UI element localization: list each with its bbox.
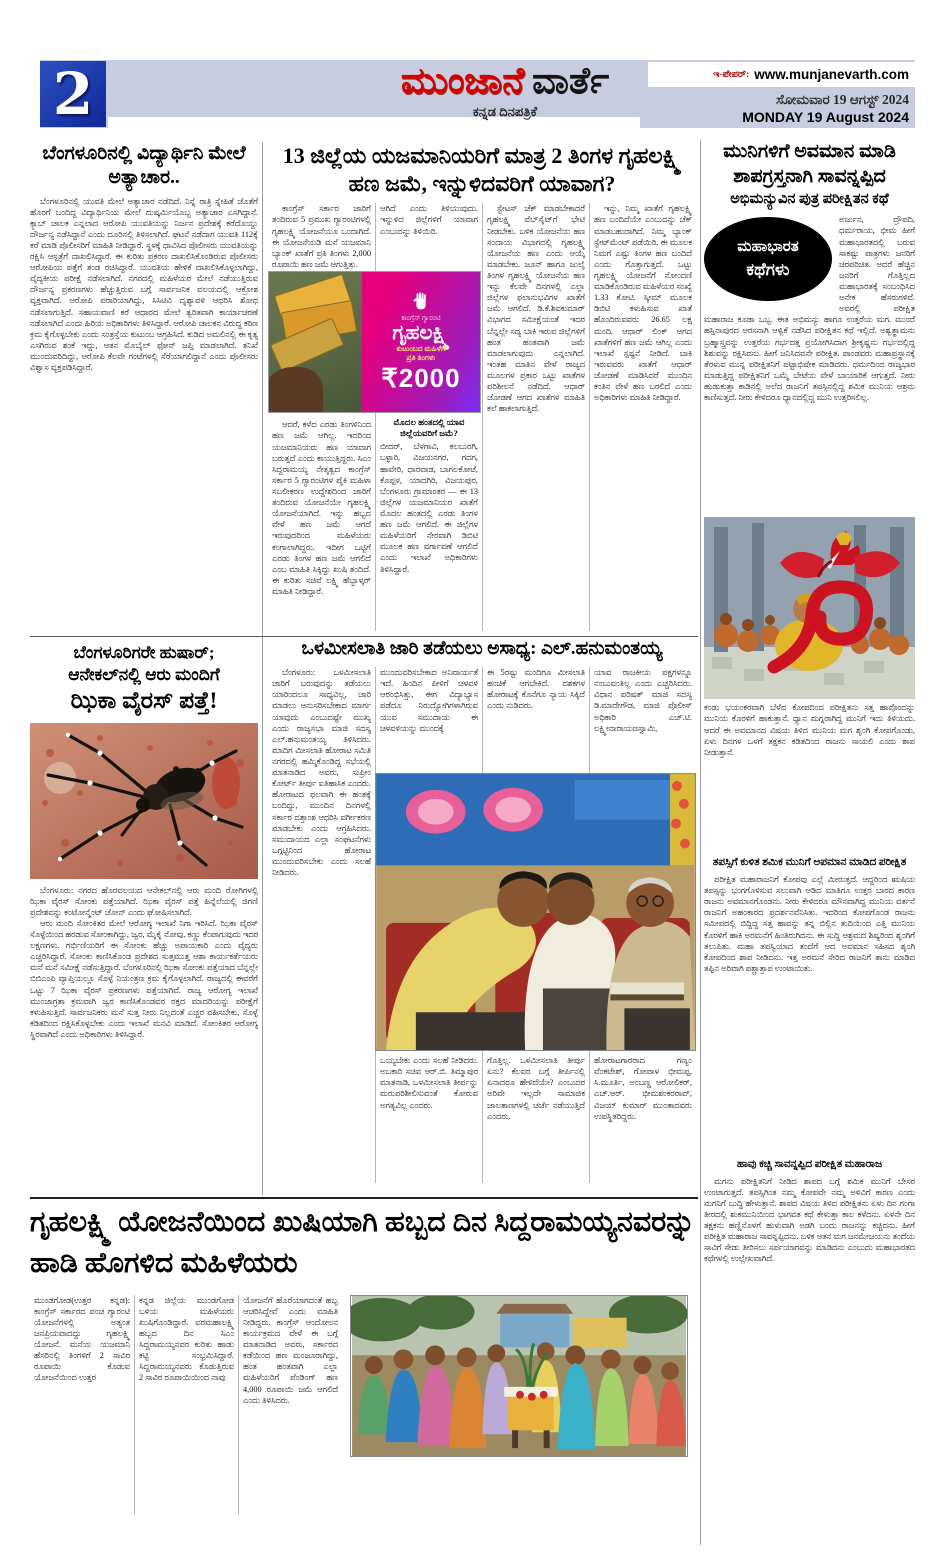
rv-col-1 [268, 667, 375, 1183]
zika-headline-line1[interactable]: ಬೆಂಗಳೂರಿಗರೇ ಹುಷಾರ್; [73, 643, 215, 662]
section-rule-2 [30, 1197, 698, 1199]
card-amount: ₹2000 [381, 362, 461, 393]
parikshita-subhead1: ತಪಸ್ಸಿಗೆ ಕುಳಿತ ಶಮಿಕ ಮುನಿಗೆ ಅಪಮಾನ ಮಾಡಿದ ಪರೀಕ್ಷಿತ [712, 857, 907, 869]
parikshita-intro: ಅರ್ಜುನ, ದ್ರೌಪದಿ, ಧರ್ಮರಾಯ, ಭೀಮ ಹೀಗೆ ಮಹಾಭಾರತದಲ್ಲಿ ಬರುವ ಸಾಕಷ್ಟು ಪಾತ್ರಗಳು ಜನರಿಗೆ ಚಿರಪರಿಚಿತ. ಆದರೆ ಹೆಚ್ಚಿನ ಜನರಿಗೆ ಗೊತ್ತಿಲ್ಲದ ಮಹಾಭಾರತಕ್ಕೆ ಸಂಬಂಧಿಸಿದ ಅನೇಕ ಹೆಸರುಗಳಿವೆ. ಅವರಲ್ಲಿ ಪರೀಕ್ಷಿತ ಮಹಾರಾಜ ಕೂಡಾ ಒಬ್ಬ. ಈತ ಅಭಿಮನ್ಯು ಹಾಗೂ [704, 215, 915, 325]
rv-col1-body: ಬೆಂಗಳೂರು: ಒಳಮೀಸಲಾತಿ ಜಾರಿಗೆ ಬರುವುದನ್ನು ತಡೆಯಲು ಯಾರಿಂದಲೂ ಸಾಧ್ಯವಿಲ್ಲ, ಜಾರಿ ಮಾಡಲು ಅನುಸರಿಸಬೇಕಾದ ಮಾರ್ಗ ಯಾವುದು ಎಂಬುದಷ್ಟೇ ಮುಖ್ಯ ಎಂದು ರಾಜ್ಯಸಭಾ ಮಾಜಿ ಸದಸ್ಯ ಎಲ್.ಹನುಮಂತಯ್ಯ ತಿಳಿಸಿದರು. ಮಾದಿಗ ಮೀಸಲಾತಿ ಹೋರಾಟ ಸಮಿತಿ ನಗರದಲ್ಲಿ ಹಮ್ಮಿಕೊಂಡಿದ್ದ ಸಭೆಯಲ್ಲಿ ಮಾತನಾಡಿದ ಅವರು, ಸುಪ್ರೀಂ ಕೋರ್ಟ್ ತೀರ್ಪು ಐತಿಹಾಸಿಕ ಎಂದರು. ಹೋರಾಟದ ಫಲವಾಗಿ ಈ ಹಂತಕ್ಕೆ ಬಂದಿದ್ದು, ಮುಂದಿನ ದಿನಗಳಲ್ಲಿ ಸರ್ಕಾರ ದತ್ತಾಂಶ ಆಧರಿಸಿ ವರ್ಗೀಕರಣ ಮಾಡಬೇಕು ಎಂದು ಆಗ್ರಹಿಸಿದರು. ಸಮುದಾಯದ ಎಲ್ಲಾ ಸಂಘಟನೆಗಳು ಒಗ್ಗಟ್ಟಿನಿಂದ ಹೋರಾಟ ಮುಂದುವರಿಸಬೇಕು ಎಂದು ಸಲಹೆ ನೀಡಿದರು. [272, 668, 371, 878]
page-number: 2 [40, 61, 106, 127]
date-block [648, 92, 909, 125]
date-kannada: ಸೋಮವಾರ 19 ಆಗಸ್ಟ್ 2024 [776, 92, 909, 107]
badge-line2: ಕಥೆಗಳು [746, 260, 790, 280]
fest-col-3: ಯೋಜನೆಗೆ ಹೊರೆಯಾಗದಂತೆ ಹಬ್ಬ ಆಚರಿಸಿದ್ದೇವೆ ಎಂದು ಮಾಹಿತಿ ನೀಡಿದ್ದರು. ಕಾಂಗ್ರೆಸ್ ಆಂದೋಲನ ಕಾರ್ಯಕ್ರಮದ ವೇಳೆ ಈ ಬಗ್ಗೆ ಮಾತನಾಡಿದ ಅವರು, ಸರ್ಕಾರದ ಕಡೆಯಿಂದ ಹಣ ಮಂಜೂರಾಗಿದ್ದು, ಹಂತ ಹಂತವಾಗಿ ಎಲ್ಲಾ ಮಹಿಳೆಯರಿಗೆ ಪೆಂಡಿಂಗ್ ಹಣ 4,000 ರೂಪಾಯಿ ಜಮೆ ಆಗಲಿದೆ ಎಂದು ತಿಳಿಸಿದರು. [238, 1295, 342, 1515]
assault-body: ಬೆಂಗಳೂರಿನಲ್ಲಿ ಯುವತಿ ಮೇಲೆ ಅತ್ಯಾಚಾರ ನಡೆದಿದೆ. ನಿನ್ನೆ ರಾತ್ರಿ ಸ್ನೇಹಿತೆ ಜೊತೆಗೆ ಹೊರಗೆ ಬಂದಿದ್ದ ವಿದ್ಯಾರ್ಥಿನಿಯ ಮೇಲೆ ದುಷ್ಕರ್ಮಿಯೊಬ್ಬ ಅತ್ಯಾಚಾರ ಎಸಗಿದ್ದಾನೆ. ಕ್ಯಾಬ್ ಚಾಲಕ ಎನ್ನಲಾದ ಆರೋಪಿ ಯುವತಿಯನ್ನು ನಿರ್ಜನ ಪ್ರದೇಶಕ್ಕೆ ಕರೆದೊಯ್ದು ದೌರ್ಜನ್ಯ ನಡೆಸಿದ್ದಾನೆ ಎಂದು ದೂರಿನಲ್ಲಿ ತಿಳಿಸಲಾಗಿದೆ. ಘಟನೆ ನಡೆದಾಗ ಯುವತಿ 112ಕ್ಕೆ ಕರೆ ಮಾಡಿ ಪೊಲೀಸರಿಗೆ ಮಾಹಿತಿ ನೀಡಿದ್ದಾರೆ. ಸ್ಥಳಕ್ಕೆ ಧಾವಿಸಿದ ಪೊಲೀಸರು ಯುವತಿಯನ್ನು ರಕ್ಷಿಸಿ ಆಸ್ಪತ್ರೆಗೆ ದಾಖಲಿಸಿದ್ದಾರೆ. ಈ ಕುರಿತು ಪ್ರಕರಣ ದಾಖಲಿಸಿಕೊಂಡಿರುವ ಪೊಲೀಸರು ಆರೋಪಿಯ ಪತ್ತೆಗೆ ತಂಡ ರಚಿಸಿದ್ದಾರೆ. ಯುವತಿಯ ಹೇಳಿಕೆ ದಾಖಲಿಸಿಕೊಳ್ಳಲಾಗಿದ್ದು, ವೈದ್ಯಕೀಯ ಪರೀಕ್ಷೆ ನಡೆಸಲಾಗಿದೆ. ನಗರದಲ್ಲಿ ಮಹಿಳೆಯರ ಮೇಲೆ ನಡೆಯುತ್ತಿರುವ ದೌರ್ಜನ್ಯ ಪ್ರಕರಣಗಳು ಹೆಚ್ಚುತ್ತಿರುವ ಬಗ್ಗೆ ಸಾರ್ವಜನಿಕ ವಲಯದಲ್ಲಿ ಆಕ್ರೋಶ ವ್ಯಕ್ತವಾಗಿದೆ. ಆರೋಪಿ ಪರಾರಿಯಾಗಿದ್ದು, ಸಿಸಿಟಿವಿ ದೃಶ್ಯಾವಳಿ ಆಧರಿಸಿ ಶೋಧ ನಡೆಸಲಾಗುತ್ತಿದೆ. ಸಹಾಯವಾಣಿ ಕರೆ ಆಧಾರದ ಮೇಲೆ ತ್ವರಿತವಾಗಿ ಕಾರ್ಯಾಚರಣೆ ನಡೆಸಲಾಗಿದೆ ಎಂದು ಹಿರಿಯ ಅಧಿಕಾರಿಗಳು ತಿಳಿಸಿದ್ದಾರೆ. ಆರೋಪಿ ಚಾಲಕನ ವಿರುದ್ಧ ಕಠಿಣ ಕ್ರಮ ಕೈಗೊಳ್ಳಬೇಕು ಎಂದು ಸಂತ್ರಸ್ತೆಯ ಕುಟುಂಬ ಆಗ್ರಹಿಸಿದೆ. ಕುಡಿದ ಅಮಲಿನಲ್ಲಿ ಈ ಕೃತ್ಯ ಎಸಗಿರುವ ಶಂಕೆ ಇದ್ದು, ಆತನ ಮೊಬೈಲ್ ಫೋನ್ ಜಪ್ತಿ ಮಾಡಲಾಗಿದೆ. ತನಿಖೆ ಮುಂದುವರಿದಿದ್ದು, ಆರೋಪಿ ಕೆಲವೇ ಗಂಟೆಗಳಲ್ಲಿ ಸೆರೆಯಾಗಲಿದ್ದಾನೆ ಎಂದು ಪೊಲೀಸರು ವಿಶ್ವಾಸ ವ್ಯಕ್ತಪಡಿಸಿದ್ದಾರೆ. [30, 196, 258, 373]
parikshita-body4: ಮಗನು ಪರೀಕ್ಷಿತನಿಗೆ ನೀಡಿದ ಶಾಪದ ಬಗ್ಗೆ ಶಮಿಕ ಮುನಿಗೆ ಬೇಸರ ಉಂಟಾಗುತ್ತದೆ. ತಪಸ್ಸಿಗಿಂತ ನಮ್ಮ ಕೋಪವೇ ನಮ್ಮ ಅಳಿವಿಗೆ ಕಾರಣ ಎಂದು ಮಗನಿಗೆ ಬುದ್ಧಿ ಹೇಳುತ್ತಾನೆ. ಶಾಪದ ವಿಷಯ ತಿಳಿದ ಪರೀಕ್ಷಿತನು ಏಳು ದಿನ ಗಂಗಾ ತೀರದಲ್ಲಿ ಶುಕಮುನಿಯಿಂದ ಭಾಗವತ ಕಥೆ ಕೇಳುತ್ತಾ ಕಾಲ ಕಳೆದನು. ಏಳನೇ ದಿನ ತಕ್ಷಕನು ಹಣ್ಣಿನೊಳಗೆ ಹುಳುವಾಗಿ ಅಡಗಿ ಬಂದು ರಾಜನನ್ನು ಕಚ್ಚಿದನು. ಹೀಗೆ ಪರೀಕ್ಷಿತ ಮಹಾರಾಜ ಸಾವನ್ನಪ್ಪಿದನು. ಬಳಿಕ ಆತನ ಮಗ ಜನಮೇಜಯನು ತಂದೆಯ ಸಾವಿಗೆ ಸೇಡು ತೀರಿಸಲು ಸರ್ಪಯಾಗವನ್ನು ಮಾಡಿದನು ಎಂಬುದು ಮಹಾಭಾರತದ ಕಥೆಗಳಲ್ಲಿ ಉಲ್ಲೇಖವಾಗಿದೆ. [704, 1176, 915, 1264]
rv-col3-top: ಈ 5ರಷ್ಟು ಮಂದಿಗೂ ಮೀಸಲಾತಿ ಹಂಚಿಕೆ ಆಗಬೇಕಿದೆ. ದಶಕಗಳ ಹೋರಾಟಕ್ಕೆ ಕೊನೆಗೂ ನ್ಯಾಯ ಸಿಕ್ಕಿದೆ ಎಂದು ನುಡಿದರು. [487, 668, 585, 711]
parikshita-subtitle: ಅಭಿಮನ್ಯುವಿನ ಪುತ್ರ ಪರೀಕ್ಷಿತನ ಕಥೆ [730, 191, 889, 208]
badge-line1: ಮಹಾಭಾರತ [737, 238, 799, 255]
women-celebration-photo [350, 1295, 688, 1457]
website-link[interactable]: www.munjanevarth.com [754, 67, 909, 82]
card-brand: ಕಾಂಗ್ರೆಸ್ ಗ್ಯಾರಂಟಿ [401, 313, 441, 322]
zika-body [30, 885, 258, 1185]
gl-col2-top: ಆಗಿದೆ ಎಂದು ತಿಳಿಯುವುದು. ಇನ್ನುಳಿದ ಜಿಲ್ಲೆಗಳಿಗೆ ಯಾವಾಗ ಎಂಬುದನ್ನು ತಿಳಿಯಿರಿ. [380, 204, 478, 236]
gruhalakshmi-graphic [268, 271, 481, 413]
festival-content-row [30, 1295, 696, 1515]
card-beneficiary: ಕುಟುಂಬದ ಮಹಿಳೆಗೆ [396, 343, 446, 353]
gl-col1-top: ಕಾಂಗ್ರೆಸ್ ಸರ್ಕಾರ ಜಾರಿಗೆ ತಂದಿರುವ 5 ಪ್ರಮುಖ ಗ್ಯಾರಂಟಿಗಳಲ್ಲಿ ಗೃಹಲಕ್ಷ್ಮಿ ಯೋಜನೆಯೂ ಒಂದಾಗಿದೆ. ಈ ಯೋಜನೆಯಡಿ ಮನೆ ಯಜಮಾನಿ ಬ್ಯಾಂಕ್ ಖಾತೆಗೆ ಪ್ರತಿ ತಿಂಗಳು 2,000 ರೂಪಾಯಿ ಹಣ ಜಮೆ ಆಗುತ್ತಿತ್ತು. [272, 204, 371, 269]
gl-col-4 [589, 203, 696, 631]
congress-hand-icon [410, 291, 432, 313]
article-assault [30, 142, 258, 616]
masthead-tagline: ಕನ್ನಡ ದಿನಪತ್ರಿಕೆ [472, 103, 538, 119]
hand-holding-notes [269, 367, 323, 412]
gl-col-3 [482, 203, 589, 631]
mosquito-photo [30, 723, 258, 879]
rv-col2-bottom: ಒಯ್ಯಬೇಕು ಎಂದು ಸಲಹೆ ನೀಡಿದರು. ಅಬಕಾರಿ ಸಚಿವ ಆರ್.ಬಿ. ತಿಮ್ಮಾಪುರ ಮಾತನಾಡಿ, ಒಳಮೀಸಲಾತಿ ತೀರ್ಪನ್ನು ಮರುಪರಿಶೀಲಿಸುವಂತೆ ಕೋರುವ ಅಗತ್ಯವಿಲ್ಲ ಎಂದರು. [380, 1056, 478, 1110]
rv-col4-bottom: ಹೋರಾಟಗಾರರಾದ ಗಣ್ಯಂ ವೆಂಕಟೇಶ್, ಗೋಪಾಳ ಭೀಮಪ್ಪ, ಸಿ.ಮೂರ್ತಿ, ಅಂಬಣ್ಣ ಆರೋಲಿಕರ್, ಎಚ್.ಆರ್. ಭೀಮಶಂಕರರಾವ್, ವಿಜಯ್ ಕುಮಾರ್ ಮುಂತಾದವರು ಉಪಸ್ಥಿತರಿದ್ದರು. [594, 1056, 692, 1121]
currency-notes-photo [269, 272, 362, 412]
gruhalakshmi-headline[interactable]: 13 ಜಿಲ್ಲೆಯ ಯಜಮಾನಿಯರಿಗೆ ಮಾತ್ರ 2 ತಿಂಗಳ ಗೃಹಲಕ್ಷ್ಮಿ ಹಣ ಜಮೆ, ಇನ್ನುಳಿದವರಿಗೆ ಯಾವಾಗ? [282, 143, 682, 197]
masthead-primary: ಮುಂಜಾನೆ [400, 61, 525, 102]
gl-col-2 [375, 203, 482, 631]
article-parikshita [704, 140, 915, 1506]
fest-col-1: ಮುಂಡಗೋಡ(ಉತ್ತರ ಕನ್ನಡ): ಕಾಂಗ್ರೆಸ್ ಸರ್ಕಾರದ ಪಂಚ ಗ್ಯಾರಂಟಿ ಯೋಜನೆಗಳಲ್ಲಿ ಅತ್ಯಂತ ಜನಪ್ರಿಯವಾದದ್ದು ಗೃಹಲಕ್ಷ್ಮಿ ಯೋಜನೆ. ಮನೆಯ ಯಜಮಾನಿ ಹೆಸರಿನಲ್ಲಿ ತಿಂಗಳಿಗೆ 2 ಸಾವಿರ ರೂಪಾಯಿ ಕೊಡುವ ಯೋಜನೆಯಿಂದ ಉತ್ತರ [34, 1295, 130, 1383]
header-stripe [108, 117, 640, 134]
article-reservation [268, 638, 696, 1183]
gl-col-1 [268, 203, 375, 631]
card-period: ಪ್ರತಿ ತಿಂಗಳು [406, 353, 436, 363]
parikshita-body2: ಕಂಡು ಭಯಂಕರವಾಗಿ ಬೆಳೆದ ಕೋಪದಿಂದ ಪರೀಕ್ಷಿತನು ಸತ್ತ ಹಾವೊಂದನ್ನು ಮುನಿಯ ಕೊರಳಿಗೆ ಹಾಕುತ್ತಾನೆ. ಧ್ಯಾನ ಮಗ್ನರಾಗಿದ್ದ ಮುನಿಗೆ ಇದು ತಿಳಿಯದು. ಆದರೆ ಈ ಅವಮಾನದ ವಿಷಯ ತಿಳಿದ ಮುನಿಯ ಮಗ ಶೃಂಗಿ ಕೋಪಗೊಂಡು, ಏಳು ದಿನಗಳ ಒಳಗೆ ತಕ್ಷಕನ ಕಡಿತದಿಂದ ರಾಜನು ಸಾಯಲಿ ಎಂದು ಶಾಪ ನೀಡುತ್ತಾನೆ. [704, 703, 915, 757]
reservation-columns [268, 667, 696, 1183]
parikshita-intro-block [704, 214, 915, 514]
gl-col2-subhead: ಮೊದಲ ಹಂತದಲ್ಲಿ ಯಾವ ಜಿಲ್ಲೆಯವರಿಗೆ ಜಮೆ? [393, 417, 465, 439]
column-rule-right [700, 140, 701, 1545]
card-scheme-name: ಗೃಹಲಕ್ಷ್ಮಿ [392, 321, 450, 344]
gl-col3-body: ಸ್ಟೇಟಸ್ ಚೆಕ್ ಮಾಡಬೇಕಾದರೆ ಗೃಹಲಕ್ಷ್ಮಿ ವೆಬ್‌ಸೈಟ್‌ಗೆ ಭೇಟಿ ನೀಡಬೇಕು. ಬಳಿಕ ಯೋಜನೆಯ ಹಣ ಸಂದಾಯ ವಿಭಾಗದಲ್ಲಿ ಗೃಹಲಕ್ಷ್ಮಿ ಯೋಜನೆಯ ಹಣ ಎಂದು ಆಯ್ಕೆ ಮಾಡಬೇಕು. ಜೂನ್ ಹಾಗೂ ಜುಲೈ ತಿಂಗಳ ಗೃಹಲಕ್ಷ್ಮಿ ಯೋಜನೆಯ ಹಣ ಇನ್ನು ಕೆಲವೇ ದಿನಗಳಲ್ಲಿ ಎಲ್ಲಾ ಜಿಲ್ಲೆಗಳ ಫಲಾನುಭವಿಗಳ ಖಾತೆಗೆ ಜಮೆ ಆಗಲಿದೆ. ಡಿ.ಕೆ.ಶಿವಕುಮಾರ್ ವಿಭಾಗದ ಸಮೀಕ್ಷೆಯಂತೆ ಇದರ ಬೆನ್ನಲ್ಲೇ ಸದ್ಯ ಬಾಕಿ ಇರುವ ಜಿಲ್ಲೆಗಳಿಗೆ ಹಂತ ಹಂತವಾಗಿ ಜಮೆ ಮಾಡಲಾಗುವುದು ಎನ್ನಲಾಗಿದೆ. ಇಂತಹ ಮಾತಿನ ವೇಳೆ ರಾಜ್ಯದ ಮೂಲಗಳ ಪ್ರಕಾರ ಒಟ್ಟು ಖಾತೆಗಳ ಪರಿಶೀಲನೆ ನಡೆದಿದೆ. ಆಧಾರ್ ಜೋಡಣೆ ಆಗದ ಖಾತೆಗಳ ಮಾಹಿತಿ ಕಲೆ ಹಾಕಲಾಗುತ್ತಿದೆ. [487, 204, 585, 414]
rv-col4-top: ಯಾವ ರಾಜಕೀಯ ಪಕ್ಷಗಳನ್ನೂ ನಂಬುವಂತಿಲ್ಲ ಎಂದು ಎಚ್ಚರಿಸಿದರು. ವಿಧಾನ ಪರಿಷತ್ ಮಾಜಿ ಸದಸ್ಯ ಡಿ.ಮಾದೇಗೌಡ, ಮಾಜಿ ಪೊಲೀಸ್ ಅಧಿಕಾರಿ ಎಚ್.ಟಿ. ಲಕ್ಷ್ಮೀನಾರಾಯಣಸ್ವಾಮಿ, [594, 668, 692, 733]
zika-headline-line3: ಝಿಕಾ ವೈರಸ್ ಪತ್ತೆ! [70, 688, 218, 715]
gl-col4-body: ಇನ್ನು, ನಿಮ್ಮ ಖಾತೆಗೆ ಗೃಹಲಕ್ಷ್ಮಿ ಹಣ ಬಂದಿದೆಯೇ ಎಂಬುದನ್ನು ಚೆಕ್ ಮಾಡಬಹುದಾಗಿದೆ. ನಿಮ್ಮ ಬ್ಯಾಂಕ್ ಸ್ಟೇಟ್‌ಮೆಂಟ್ ಪಡೆಯಿರಿ. ಈ ಮೂಲಕ ನಿಮಗೆ ಎಷ್ಟು ತಿಂಗಳ ಹಣ ಬಂದಿದೆ ಎಂದು ಗೊತ್ತಾಗುತ್ತದೆ. ಒಟ್ಟು ಗೃಹಲಕ್ಷ್ಮಿ ಯೋಜನೆಗೆ ನೋಂದಣಿ ಮಾಡಿಕೊಂಡಿರುವ ಮಹಿಳೆಯರ ಸಂಖ್ಯೆ 1.33 ಕೋಟಿ. ಸ್ಕೀಮ್ ಮೂಲಕ ಡಿಬಿಟಿ ಕಳುಹಿಸುವ ಖಾತೆ ಹೊಂದಿರುವವರು 26.65 ಲಕ್ಷ ಮಂದಿ. ಆಧಾರ್ ಲಿಂಕ್ ಆಗದ ಖಾತೆಗಳಿಗೆ ಹಣ ಜಮೆ ಆಗಿಲ್ಲ ಎಂದು ಇಲಾಖೆ ಸ್ಪಷ್ಟನೆ ನೀಡಿದೆ. ಬಾಕಿ ಇರುವವರು ಖಾತೆಗೆ ಆಧಾರ್ ಜೋಡಣೆ ಮಾಡಿಸಿದರೆ ಮುಂದಿನ ಕಂತಿನ ವೇಳೆ ಹಣ ಬರಲಿದೆ ಎಂದು ಅಧಿಕಾರಿಗಳು ಮಾಹಿತಿ ನೀಡಿದ್ದಾರೆ. [594, 204, 692, 403]
rv-col3-bottom: ಗೊತ್ತಿಲ್ಲ. ಒಳಮೀಸಲಾತಿ ತೀರ್ಪು ಏನು? ಕೆಲವರ ಬಗ್ಗೆ ತೀರ್ಪಿನಲ್ಲಿ ಏನಾದರೂ ಹೇಳಿದೆಯೇ? ಎಂಬುದರ ಅರಿವೇ ಇಲ್ಲದೇ ಸಾಮಾಜಿಕ ಜಾಲತಾಣಗಳಲ್ಲಿ ಚರ್ಚೆ ನಡೆಯುತ್ತಿದೆ ಎಂದರು. [487, 1056, 585, 1121]
column-rule-left [262, 142, 263, 1195]
politicians-photo [375, 773, 696, 1051]
zika-body-para2: ಆರು ಮಂದಿ ಸೋಂಕಿತರ ಮೇಲೆ ಆರೋಗ್ಯ ಇಲಾಖೆ ನಿಗಾ ಇರಿಸಿದೆ. ಝಿಕಾ ವೈರಸ್ ಸೊಳ್ಳೆಯಿಂದ ಹರಡುವ ಸೋಂಕಾಗಿದ್ದು, ಜ್ವರ, ಮೈಕೈ ನೋವು, ಕಣ್ಣು ಕೆಂಪಾಗುವುದು ಇದರ ಲಕ್ಷಣಗಳು. ಗರ್ಭಿಣಿಯರಿಗೆ ಈ ಸೋಂಕು ಹೆಚ್ಚು ಅಪಾಯಕಾರಿ ಎಂದು ವೈದ್ಯರು ಎಚ್ಚರಿಸಿದ್ದಾರೆ. ಸೋಂಕು ಕಾಣಿಸಿಕೊಂಡ ಪ್ರದೇಶದ ಸುತ್ತಮುತ್ತ ಆಶಾ ಕಾರ್ಯಕರ್ತೆಯರು ಮನೆ ಮನೆ ಸಮೀಕ್ಷೆ ನಡೆಸುತ್ತಿದ್ದಾರೆ. ಬೆಂಗಳೂರಿನಲ್ಲಿ ಝಿಕಾ ಸೋಂಕು ಪತ್ತೆಯಾದ ಬೆನ್ನಲ್ಲೇ ಬಿಬಿಎಂಪಿ ವ್ಯಾಪ್ತಿಯಲ್ಲೂ ಸೊಳ್ಳೆ ನಿಯಂತ್ರಣ ಕ್ರಮ ಕೈಗೊಳ್ಳಲಾಗಿದೆ. ರಾಜ್ಯದಲ್ಲಿ ಈವರೆಗೆ ಒಟ್ಟು 7 ಝಿಕಾ ವೈರಸ್ ಪ್ರಕರಣಗಳು ಪತ್ತೆಯಾಗಿವೆ. ರಾಜ್ಯ ಆರೋಗ್ಯ ಇಲಾಖೆ ಮುಂಜಾಗ್ರತಾ ಕ್ರಮವಾಗಿ ಜ್ವರ ಕಾಣಿಸಿಕೊಂಡವರ ರಕ್ತದ ಮಾದರಿಯನ್ನು ಪರೀಕ್ಷೆಗೆ ಕಳುಹಿಸುತ್ತಿದೆ. ಸಾರ್ವಜನಿಕರು ಮನೆ ಸುತ್ತ ನೀರು ನಿಲ್ಲದಂತೆ ಎಚ್ಚರ ವಹಿಸಬೇಕು, ಸೊಳ್ಳೆ ಕಡಿತದಿಂದ ರಕ್ಷಿಸಿಕೊಳ್ಳಬೇಕು ಎಂದು ಇಲಾಖೆ ಮನವಿ ಮಾಡಿದೆ. ಸೋಂಕಿತರ ಆರೋಗ್ಯ ಸ್ಥಿರವಾಗಿದೆ ಎಂದು ಅಧಿಕಾರಿಗಳು ತಿಳಿಸಿದ್ದಾರೆ. [30, 918, 258, 1039]
epaper-url-box [648, 62, 915, 87]
article-festival [30, 1202, 696, 1515]
section-rule-1 [30, 636, 698, 637]
article-zika [30, 642, 258, 1185]
parikshita-subhead2: ಹಾವು ಕಚ್ಚಿ ಸಾವನ್ನಪ್ಪಿದ ಪರೀಕ್ಷಿತ ಮಹಾರಾಜ [736, 1159, 883, 1171]
parikshita-headline[interactable]: ಮುನಿಗಳಿಗೆ ಅವಮಾನ ಮಾಡಿ ಶಾಪಗ್ರಸ್ತನಾಗಿ ಸಾವನ್ನಪ್ಪಿದ [723, 141, 896, 187]
epaper-label: ಇ-ಪೇಪರ್: [713, 70, 750, 80]
festival-headline[interactable]: ಗೃಹಲಕ್ಷ್ಮಿ ಯೋಜನೆಯಿಂದ ಖುಷಿಯಾಗಿ ಹಬ್ಬದ ದಿನ ಸಿದ್ದರಾಮಯ್ಯನವರನ್ನು ಹಾಡಿ ಹೊಗಳಿದ ಮಹಿಳೆಯರು [30, 1207, 695, 1280]
gl-col2-bottom: ಬೀದರ್, ಬೆಳಗಾವಿ, ಕಲಬುರಗಿ, ಬಳ್ಳಾರಿ, ವಿಜಯನಗರ, ಗದಗ, ಹಾವೇರಿ, ಧಾರವಾಡ, ಬಾಗಲಕೋಟೆ, ಕೊಪ್ಪಳ, ಯಾದಗಿರಿ, ವಿಜಯಪುರ, ಬೆಂಗಳೂರು ಗ್ರಾಮಾಂತರ — ಈ 13 ಜಿಲ್ಲೆಗಳ ಯಜಮಾನಿಯರ ಖಾತೆಗೆ ಮೊದಲ ಹಂತದಲ್ಲಿ ಎರಡು ತಿಂಗಳ ಹಣ ಜಮೆ ಆಗಲಿದೆ. ಈ ಜಿಲ್ಲೆಗಳ ಮಹಿಳೆಯರಿಗೆ ನೇರವಾಗಿ ಡಿಬಿಟಿ ಮೂಲಕ ಹಣ ವರ್ಗಾವಣೆ ಆಗಲಿದೆ ಎಂದು ಇಲಾಖೆ ಅಧಿಕಾರಿಗಳು ತಿಳಿಸಿದ್ದಾರೆ. [380, 442, 478, 574]
gruhalakshmi-columns [268, 203, 696, 631]
date-english: MONDAY 19 August 2024 [742, 109, 909, 125]
parikshita-body1: ಉತ್ತರೆಯ ಮಗ. ಮುಂದೆ ಹಸ್ತಿನಾಪುರದ ಅರಸನಾಗಿ ಆಳ್ವಿಕೆ ನಡೆಸಿದ ಪರೀಕ್ಷಿತನ ಕಥೆ ಇಲ್ಲಿದೆ. ಅಶ್ವತ್ಥಾಮನು ಬ್ರಹ್ಮಾಸ್ತ್ರವನ್ನು ಉತ್ತರೆಯ ಗರ್ಭದತ್ತ ಪ್ರಯೋಗಿಸಿದಾಗ ಶ್ರೀಕೃಷ್ಣನು ಗರ್ಭದಲ್ಲಿದ್ದ ಶಿಶುವನ್ನು ರಕ್ಷಿಸಿದನು. ಹೀಗೆ ಜನಿಸಿದವನೇ ಪರೀಕ್ಷಿತ. ಪಾಂಡವರು ಮಹಾಪ್ರಸ್ಥಾನಕ್ಕೆ ತೆರಳುವ ಮುನ್ನ ಪರೀಕ್ಷಿತನಿಗೆ ಪಟ್ಟಾಭಿಷೇಕ ಮಾಡಿದರು. ಧರ್ಮದಿಂದ ರಾಜ್ಯಭಾರ ಮಾಡುತ್ತಿದ್ದ ಪರೀಕ್ಷಿತನಿಗೆ ಒಮ್ಮೆ ಬೇಟೆಯ ವೇಳೆ ಬಾಯಾರಿಕೆ ಆಗುತ್ತದೆ. ನೀರು ಹುಡುಕುತ್ತಾ ಕಾಡಿನಲ್ಲಿ ಅಲೆದ ರಾಜನಿಗೆ ತಪಸ್ಸಿನಲ್ಲಿದ್ದ ಶಮಿಕ ಮುನಿಯ ಆಶ್ರಮ ಕಾಣಿಸುತ್ತದೆ. ನೀರು ಕೇಳಿದರೂ ಧ್ಯಾನದಲ್ಲಿದ್ದ ಮುನಿ ಉತ್ತರಿಸಲಿಲ್ಲ. [704, 315, 915, 403]
article-gruhalakshmi [268, 142, 696, 631]
parikshita-body3: ಪರೀಕ್ಷಿತ ಮಹಾರಾಜನಿಗೆ ಕೋಪವು ಎಲ್ಲೆ ಮೀರುತ್ತದೆ. ಆದ್ದರಿಂದ ಋಷಿಯ ತಪಸ್ಸನ್ನು ಭಂಗಗೊಳಿಸುವ ಸಲುವಾಗಿ ಆಡಿದ ಮಾತಿಗೂ ಉತ್ತರ ಬಾರದ ಕಾರಣ ರಾಜನು ಅವಮಾನಗೊಂಡನು. ನೀರು ಕೇಳಿದರೂ ಮೌನವಾಗಿದ್ದ ಮುನಿಯ ವರ್ತನೆ ರಾಜನಿಗೆ ಅಹಂಕಾರದ ಪ್ರದರ್ಶನವೆನಿಸಿತು. ಇದರಿಂದ ಕೋಪಗೊಂಡ ರಾಜನು ಸಮೀಪದಲ್ಲಿ ಬಿದ್ದಿದ್ದ ಸತ್ತ ಹಾವನ್ನು ತನ್ನ ಬಿಲ್ಲಿನ ತುದಿಯಿಂದ ಎತ್ತಿ ಮುನಿಯ ಕೊರಳಿಗೆ ಹಾಕಿ ಅರಮನೆಗೆ ಹಿಂತಿರುಗಿದನು. ಈ ಸುದ್ದಿ ಆಶ್ರಮದ ಶಿಷ್ಯರಿಂದ ಶೃಂಗಿಗೆ ತಲುಪಿತು. ಮಹಾ ತಪಸ್ವಿಯಾದ ತಂದೆಗೆ ಆದ ಅವಮಾನ ಸಹಿಸದ ಶೃಂಗಿ ಕೋಪದಿಂದ ಶಾಪ ನೀಡಿದನು. ಇತ್ತ ಅರಮನೆ ಸೇರಿದ ರಾಜನಿಗೆ ತಾನು ಮಾಡಿದ ತಪ್ಪಿನ ಅರಿವಾಗಿ ಪಶ್ಚಾತ್ತಾಪ ಉಂಟಾಯಿತು. [704, 875, 915, 973]
gl-col1-bottom: ಆದರೆ, ಕಳೆದ ಎರಡು ತಿಂಗಳಿನಿಂದ ಹಣ ಜಮೆ ಆಗಿಲ್ಲ. ಇದರಿಂದ ಯಜಮಾನಿಯರು ಹಣ ಯಾವಾಗ ಬರುತ್ತದೆ ಎಂದು ಕಾಯುತ್ತಿದ್ದರು. ಸಿಎಂ ಸಿದ್ದರಾಮಯ್ಯ ನೇತೃತ್ವದ ಕಾಂಗ್ರೆಸ್ ಸರ್ಕಾರ 5 ಗ್ಯಾರಂಟಿಗಳ ಪೈಕಿ ಮಹಿಳಾ ಸಬಲೀಕರಣ ಉದ್ದೇಶದಿಂದ ಜಾರಿಗೆ ತಂದಿರುವ ಯೋಜನೆಯೇ ಗೃಹಲಕ್ಷ್ಮಿ ಯೋಜನೆಯಾಗಿದೆ. ಇನ್ನು ಹಬ್ಬದ ವೇಳೆ ಹಣ ಜಮೆ ಆಗದೆ ಇರುವುದರಿಂದ ಮಹಿಳೆಯರು ಕಂಗಾಲಾಗಿದ್ದರು. ಇದೀಗ ಒಟ್ಟಿಗೆ ಎರಡು ತಿಂಗಳ ಹಣ ಜಮೆ ಆಗಲಿದೆ ಎಂಬ ಮಾಹಿತಿ ಸಿಕ್ಕಿದ್ದು ಖುಷಿ ತಂದಿದೆ. ಈ ಕುರಿತು ಸಚಿವೆ ಲಕ್ಷ್ಮಿ ಹೆಬ್ಬಾಳ್ಕರ್ ಮಾಹಿತಿ ನೀಡಿದ್ದಾರೆ. [272, 420, 371, 596]
scheme-card [362, 272, 480, 412]
assault-headline[interactable]: ಬೆಂಗಳೂರಿನಲ್ಲಿ ವಿದ್ಯಾರ್ಥಿನಿ ಮೇಲೆ ಅತ್ಯಾಚಾರ.. [42, 143, 246, 188]
rv-col2-top: ಮುಂದುವರಿಸಬೇಕಾದ ಅನಿವಾರ್ಯತೆ ಇದೆ. ಹಿಂದಿನ ಪೀಳಿಗೆ ಚಳವಳಿ ಆರಂಭಿಸಿತ್ತು, ಈಗ ವಿದ್ಯಾಭ್ಯಾಸ ಪಡೆದೂ ನಿರುದ್ಯೋಗಿಗಳಾಗಿರುವ ಯುವ ಸಮುದಾಯ ಈ ಚಳವಳಿಯನ್ನು ಮುಂದಕ್ಕೆ [380, 668, 478, 733]
masthead-secondary: ವಾರ್ತೆ [532, 61, 610, 102]
reservation-headline[interactable]: ಒಳಮೀಸಲಾತಿ ಜಾರಿ ತಡೆಯಲು ಅಸಾಧ್ಯ: ಎಲ್.ಹನುಮಂತಯ್ಯ [301, 639, 663, 659]
takshaka-serpent-illustration [704, 517, 915, 699]
mahabharata-badge [704, 217, 832, 301]
fest-col-2: ಕನ್ನಡ ಜಿಲ್ಲೆಯ ಮುಂಡಗೋಡ ಬಳಿಯ ಮಹಿಳೆಯರು ಖುಷಿಗೊಂಡಿದ್ದಾರೆ. ವರಮಹಾಲಕ್ಷ್ಮಿ ಹಬ್ಬದ ದಿನ ಸಿಎಂ ಸಿದ್ದರಾಮಯ್ಯನವರ ಕುರಿತು ಹಾಡು ಕಟ್ಟಿ ಸಂಭ್ರಮಿಸಿದ್ದಾರೆ. ಸಿದ್ದರಾಮಯ್ಯನವರು ಕೊಡುತ್ತಿರುವ 2 ಸಾವಿರ ರೂಪಾಯಿಯಿಂದ ನಾವು [134, 1295, 238, 1515]
zika-body-para1: ಬೆಂಗಳೂರು: ನಗರದ ಹೊರವಲಯದ ಆನೇಕಲ್‌ನಲ್ಲಿ ಆರು ಮಂದಿ ರೋಗಿಗಳಲ್ಲಿ ಝಿಕಾ ವೈರಸ್ ಸೋಂಕು ಪತ್ತೆಯಾಗಿದೆ. ಝಿಕಾ ವೈರಸ್ ಪತ್ತೆ ಹಿನ್ನೆಲೆಯಲ್ಲಿ ಜಿಗಣಿ ಪ್ರದೇಶವನ್ನು ಕಂಟೋನ್ಮೆಂಟ್ ಜೋನ್ ಎಂದು ಘೋಷಿಸಲಾಗಿದೆ. [30, 885, 258, 917]
zika-headline-line2: ಆನೇಕಲ್‌ನಲ್ಲಿ ಆರು ಮಂದಿಗೆ [68, 665, 220, 685]
